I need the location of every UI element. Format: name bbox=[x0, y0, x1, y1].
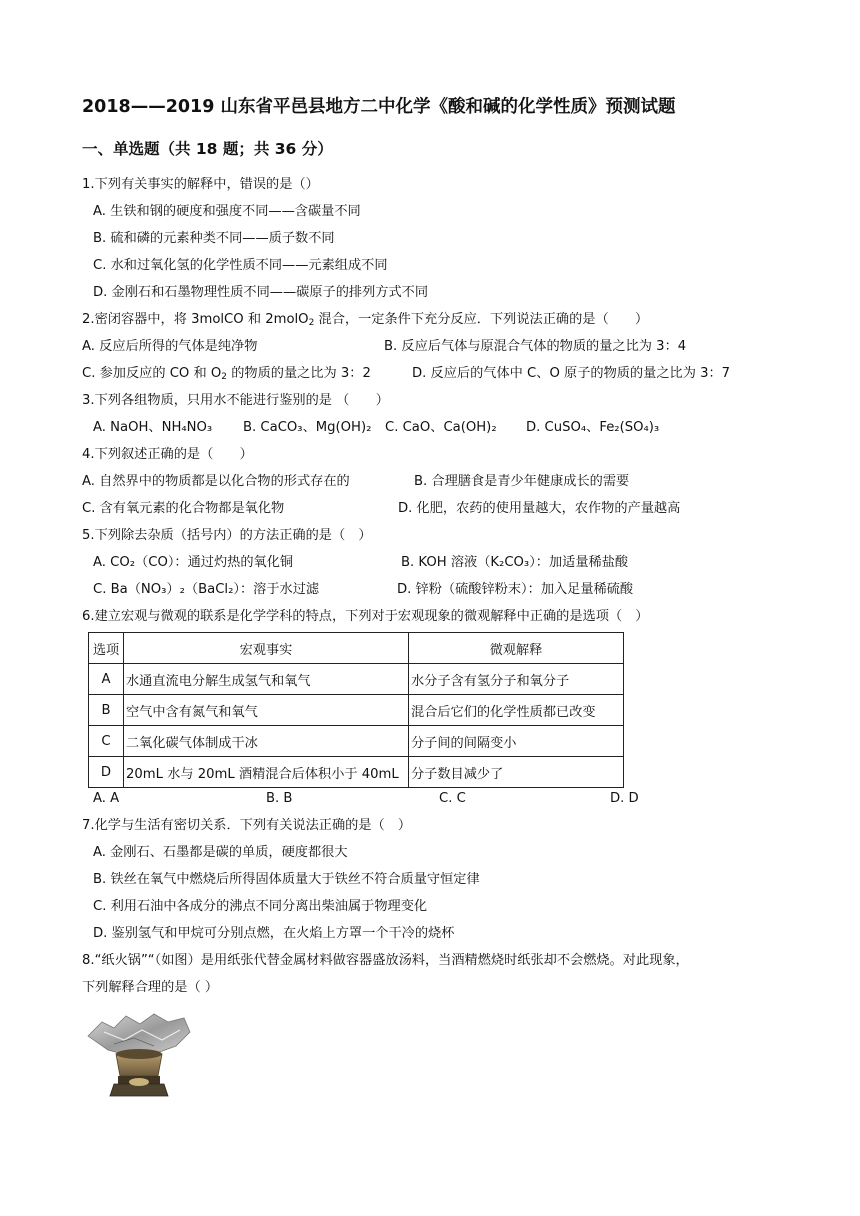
q5-stem: 5.下列除去杂质（括号内）的方法正确的是（ ） bbox=[82, 528, 372, 543]
table-cell: C bbox=[89, 726, 124, 757]
q2-option-c: C. 参加反应的 CO 和 $O_2$ 的物质的量之比为 3：2 bbox=[82, 366, 371, 382]
table-cell: 水分子含有氢分子和氧分子 bbox=[409, 664, 624, 695]
q3-option-d: D. CuSO₄、Fe₂(SO₄)₃ bbox=[526, 420, 660, 435]
q2-option-d: D. 反应后的气体中 C、O 原子的物质的量之比为 3：7 bbox=[412, 366, 731, 381]
q1-option-d: D. 金刚石和石墨物理性质不同——碳原子的排列方式不同 bbox=[93, 285, 429, 300]
q1-option-c: C. 水和过氧化氢的化学性质不同——元素组成不同 bbox=[93, 258, 388, 273]
table-cell: 分子数目减少了 bbox=[409, 757, 624, 788]
q5-option-a: A. CO₂（CO）：通过灼热的氧化铜 bbox=[93, 555, 294, 570]
table-row bbox=[89, 695, 624, 726]
q2-option-b: B. 反应后气体与原混合气体的物质的量之比为 3：4 bbox=[384, 339, 687, 354]
q5-option-c: C. Ba（NO₃）₂（BaCl₂）：溶于水过滤 bbox=[93, 582, 320, 597]
table-cell: B bbox=[89, 695, 124, 726]
paper-hotpot-image bbox=[84, 1010, 194, 1102]
q1-option-a: A. 生铁和钢的硬度和强度不同——含碳量不同 bbox=[93, 204, 361, 219]
table-cell: 分子间的间隔变小 bbox=[409, 726, 624, 757]
q3-option-b: B. CaCO₃、Mg(OH)₂ bbox=[243, 420, 372, 435]
table-cell: 20mL 水与 20mL 酒精混合后体积小于 40mL bbox=[124, 757, 409, 788]
table-cell: D bbox=[89, 757, 124, 788]
table-header-cell: 选项 bbox=[89, 633, 124, 664]
table-header-cell: 宏观事实 bbox=[124, 633, 409, 664]
q7-stem: 7.化学与生活有密切关系．下列有关说法正确的是（ ） bbox=[82, 818, 412, 833]
q4-option-d: D. 化肥，农药的使用量越大，农作物的产量越高 bbox=[398, 501, 681, 516]
q4-option-a: A. 自然界中的物质都是以化合物的形式存在的 bbox=[82, 474, 350, 489]
q4-option-b: B. 合理膳食是青少年健康成长的需要 bbox=[414, 474, 630, 489]
table-row bbox=[89, 726, 624, 757]
table-cell: 空气中含有氮气和氧气 bbox=[124, 695, 409, 726]
q7-option-a: A. 金刚石、石墨都是碳的单质，硬度都很大 bbox=[93, 845, 348, 860]
table-cell: 混合后它们的化学性质都已改变 bbox=[409, 695, 624, 726]
table-row bbox=[89, 757, 624, 788]
q7-option-d: D. 鉴别氢气和甲烷可分别点燃，在火焰上方罩一个干冷的烧杯 bbox=[93, 926, 455, 941]
q6-option-c: C. C bbox=[439, 791, 466, 806]
table-cell: A bbox=[89, 664, 124, 695]
q5-option-b: B. KOH 溶液（K₂CO₃）：加适量稀盐酸 bbox=[401, 555, 629, 570]
table-cell: 水通直流电分解生成氢气和氧气 bbox=[124, 664, 409, 695]
q6-option-a: A. A bbox=[93, 791, 120, 806]
table-row bbox=[89, 664, 624, 695]
q6-table bbox=[88, 632, 624, 788]
q6-option-d: D. D bbox=[610, 791, 639, 806]
q5-option-d: D. 锌粉（硫酸锌粉末）：加入足量稀硫酸 bbox=[397, 582, 634, 597]
table-header-row bbox=[89, 633, 624, 664]
section-heading: 一、单选题（共 18 题；共 36 分） bbox=[82, 140, 333, 158]
table-cell: 二氧化碳气体制成干冰 bbox=[124, 726, 409, 757]
q4-option-c: C. 含有氧元素的化合物都是氧化物 bbox=[82, 501, 285, 516]
q8-stem-line-1: 8.“纸火锅”“（如图）是用纸张代替金属材料做容器盛放汤料，当酒精燃烧时纸张却不会燃烧。对此现象， bbox=[82, 953, 689, 968]
q7-option-c: C. 利用石油中各成分的沸点不同分离出柴油属于物理变化 bbox=[93, 899, 428, 914]
q3-option-c: C. CaO、Ca(OH)₂ bbox=[385, 420, 497, 435]
q6-option-b: B. B bbox=[266, 791, 293, 806]
q3-stem: 3.下列各组物质，只用水不能进行鉴别的是 （ ） bbox=[82, 393, 389, 408]
q6-stem: 6.建立宏观与微观的联系是化学学科的特点，下列对于宏观现象的微观解释中正确的是选项（ ） bbox=[82, 609, 649, 624]
q3-option-a: A. NaOH、NH₄NO₃ bbox=[93, 420, 213, 435]
q7-option-b: B. 铁丝在氧气中燃烧后所得固体质量大于铁丝不符合质量守恒定律 bbox=[93, 872, 480, 887]
q4-stem: 4.下列叙述正确的是（ ） bbox=[82, 447, 253, 462]
q2-option-a: A. 反应后所得的气体是纯净物 bbox=[82, 339, 258, 354]
q8-stem-line-2: 下列解释合理的是（ ） bbox=[82, 980, 219, 995]
q1-stem: 1.下列有关事实的解释中，错误的是（） bbox=[82, 177, 319, 192]
q1-option-b: B. 硫和磷的元素种类不同——质子数不同 bbox=[93, 231, 335, 246]
table-header-cell: 微观解释 bbox=[409, 633, 624, 664]
q2-stem: 2.密闭容器中，将 3molCO 和 2molO$_2$ 混合，一定条件下充分反应．下列说法正确的是（ ） bbox=[82, 312, 649, 328]
page-title: 2018——2019 山东省平邑县地方二中化学《酸和碱的化学性质》预测试题 bbox=[82, 97, 676, 117]
